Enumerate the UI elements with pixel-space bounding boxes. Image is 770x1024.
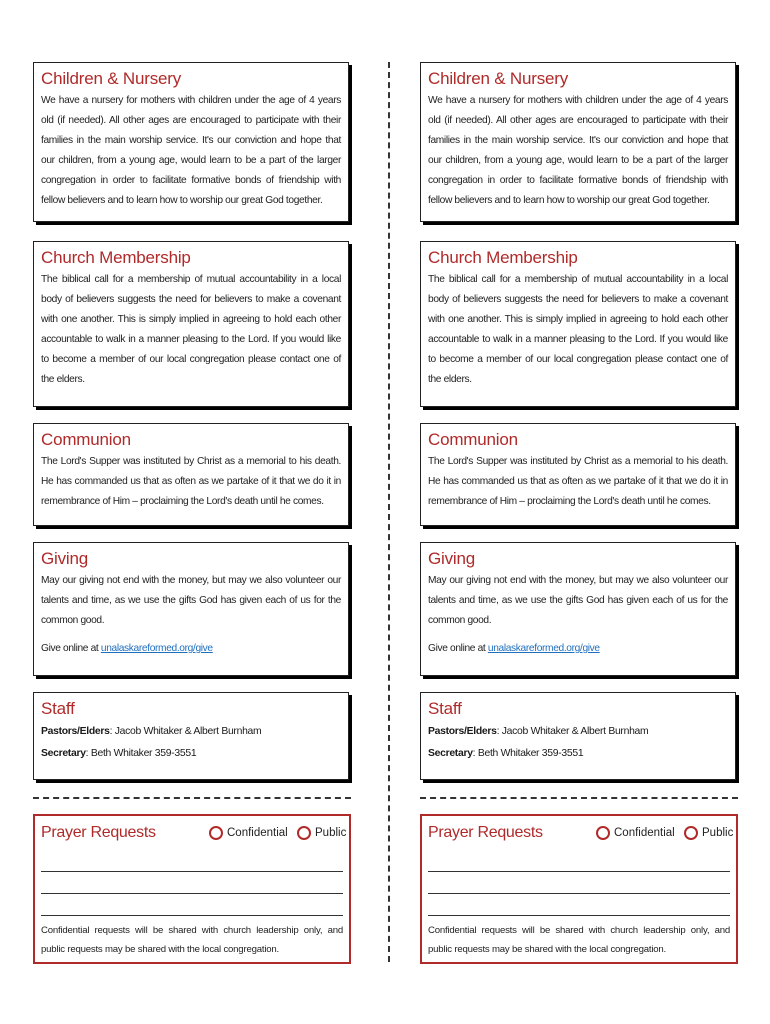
prayer-request-card bbox=[420, 814, 738, 964]
confidential-label: Confidential bbox=[614, 827, 675, 839]
give-online-prefix: Give online at bbox=[428, 643, 488, 654]
nursery-title: Children & Nursery bbox=[428, 69, 569, 88]
vertical-cut-line bbox=[388, 62, 390, 962]
radio-circle-icon[interactable] bbox=[297, 826, 311, 840]
staff-pastors-label: Pastors/Elders bbox=[428, 726, 497, 737]
staff-title: Staff bbox=[41, 699, 75, 718]
staff-pastors-line bbox=[41, 721, 341, 743]
membership-body: The biblical call for a membership of mutual accountability in a local body of believers suggests the need for believers to make a covenant with one another. This is simply implied in agreeing to hold each other accountable to walk in a manner pleasing to the Lord. If you would like to become a member of our local congregation please contact one of the elders. bbox=[428, 274, 728, 385]
prayer-note: Confidential requests will be shared with church leadership only, and public requests may be shared with the local congregation. bbox=[428, 925, 730, 955]
nursery-card bbox=[33, 62, 349, 222]
staff-secretary-label: Secretary bbox=[41, 748, 86, 759]
prayer-request-card bbox=[33, 814, 351, 964]
confidential-option[interactable] bbox=[596, 826, 675, 840]
membership-title: Church Membership bbox=[428, 248, 578, 267]
prayer-header bbox=[428, 824, 734, 850]
membership-card bbox=[420, 241, 736, 407]
communion-title: Communion bbox=[41, 430, 131, 449]
staff-secretary-label: Secretary bbox=[428, 748, 473, 759]
giving-card bbox=[33, 542, 349, 676]
nursery-card bbox=[420, 62, 736, 222]
prayer-write-line[interactable] bbox=[41, 894, 343, 916]
nursery-body: We have a nursery for mothers with children under the age of 4 years old (if needed). All other ages are encouraged to participate with their families in the main worship service. It's our conviction and hope that our children, from a young age, would learn to be a part of the larger congregation in order to facilitate formative bonds of friendship with fellow believers and to learn how to worship our great God together. bbox=[428, 95, 728, 206]
nursery-body: We have a nursery for mothers with children under the age of 4 years old (if needed). All other ages are encouraged to participate with their families in the main worship service. It's our conviction and hope that our children, from a young age, would learn to be a part of the larger congregation in order to facilitate formative bonds of friendship with fellow believers and to learn how to worship our great God together. bbox=[41, 95, 341, 206]
staff-secretary-line bbox=[428, 743, 728, 765]
staff-secretary-value: : Beth Whitaker 359-3551 bbox=[472, 748, 584, 759]
giving-card bbox=[420, 542, 736, 676]
staff-secretary-value: : Beth Whitaker 359-3551 bbox=[85, 748, 197, 759]
radio-circle-icon[interactable] bbox=[209, 826, 223, 840]
radio-circle-icon[interactable] bbox=[596, 826, 610, 840]
staff-card bbox=[33, 692, 349, 780]
prayer-write-line[interactable] bbox=[428, 850, 730, 872]
horizontal-cut-line bbox=[33, 797, 351, 799]
communion-body: The Lord's Supper was instituted by Christ as a memorial to his death. He has commanded us that as often as we partake of it that we do it in remembrance of Him – proclaiming the Lord's death until he comes. bbox=[428, 456, 728, 507]
communion-title: Communion bbox=[428, 430, 518, 449]
public-option[interactable] bbox=[684, 826, 733, 840]
public-label: Public bbox=[315, 827, 347, 839]
public-label: Public bbox=[702, 827, 734, 839]
give-online-line bbox=[41, 639, 341, 659]
prayer-write-line[interactable] bbox=[41, 872, 343, 894]
membership-body: The biblical call for a membership of mutual accountability in a local body of believers suggests the need for believers to make a covenant with one another. This is simply implied in agreeing to hold each other accountable to walk in a manner pleasing to the Lord. If you would like to become a member of our local congregation please contact one of the elders. bbox=[41, 274, 341, 385]
confidential-label: Confidential bbox=[227, 827, 288, 839]
radio-circle-icon[interactable] bbox=[684, 826, 698, 840]
public-option[interactable] bbox=[297, 826, 346, 840]
giving-body: May our giving not end with the money, but may we also volunteer our talents and time, as we use the gifts God has given each of us for the common good. bbox=[428, 575, 728, 626]
give-online-link[interactable]: unalaskareformed.org/give bbox=[487, 643, 600, 654]
give-online-link[interactable]: unalaskareformed.org/give bbox=[100, 643, 213, 654]
giving-title: Giving bbox=[428, 549, 475, 568]
horizontal-cut-line bbox=[420, 797, 738, 799]
giving-body: May our giving not end with the money, but may we also volunteer our talents and time, as we use the gifts God has given each of us for the common good. bbox=[41, 575, 341, 626]
give-online-line bbox=[428, 639, 728, 659]
staff-card bbox=[420, 692, 736, 780]
staff-pastors-label: Pastors/Elders bbox=[41, 726, 110, 737]
membership-title: Church Membership bbox=[41, 248, 191, 267]
nursery-title: Children & Nursery bbox=[41, 69, 182, 88]
give-online-prefix: Give online at bbox=[41, 643, 101, 654]
prayer-title: Prayer Requests bbox=[428, 824, 543, 841]
membership-card bbox=[33, 241, 349, 407]
prayer-header bbox=[41, 824, 347, 850]
prayer-write-line[interactable] bbox=[41, 850, 343, 872]
staff-pastors-line bbox=[428, 721, 728, 743]
staff-pastors-value: : Jacob Whitaker & Albert Burnham bbox=[496, 726, 649, 737]
prayer-note: Confidential requests will be shared with church leadership only, and public requests may be shared with the local congregation. bbox=[41, 925, 343, 955]
prayer-write-line[interactable] bbox=[428, 872, 730, 894]
staff-pastors-value: : Jacob Whitaker & Albert Burnham bbox=[109, 726, 262, 737]
prayer-title: Prayer Requests bbox=[41, 824, 156, 841]
prayer-write-line[interactable] bbox=[428, 894, 730, 916]
staff-secretary-line bbox=[41, 743, 341, 765]
confidential-option[interactable] bbox=[209, 826, 288, 840]
communion-card bbox=[33, 423, 349, 526]
communion-body: The Lord's Supper was instituted by Christ as a memorial to his death. He has commanded us that as often as we partake of it that we do it in remembrance of Him – proclaiming the Lord's death until he comes. bbox=[41, 456, 341, 507]
staff-title: Staff bbox=[428, 699, 462, 718]
communion-card bbox=[420, 423, 736, 526]
giving-title: Giving bbox=[41, 549, 88, 568]
